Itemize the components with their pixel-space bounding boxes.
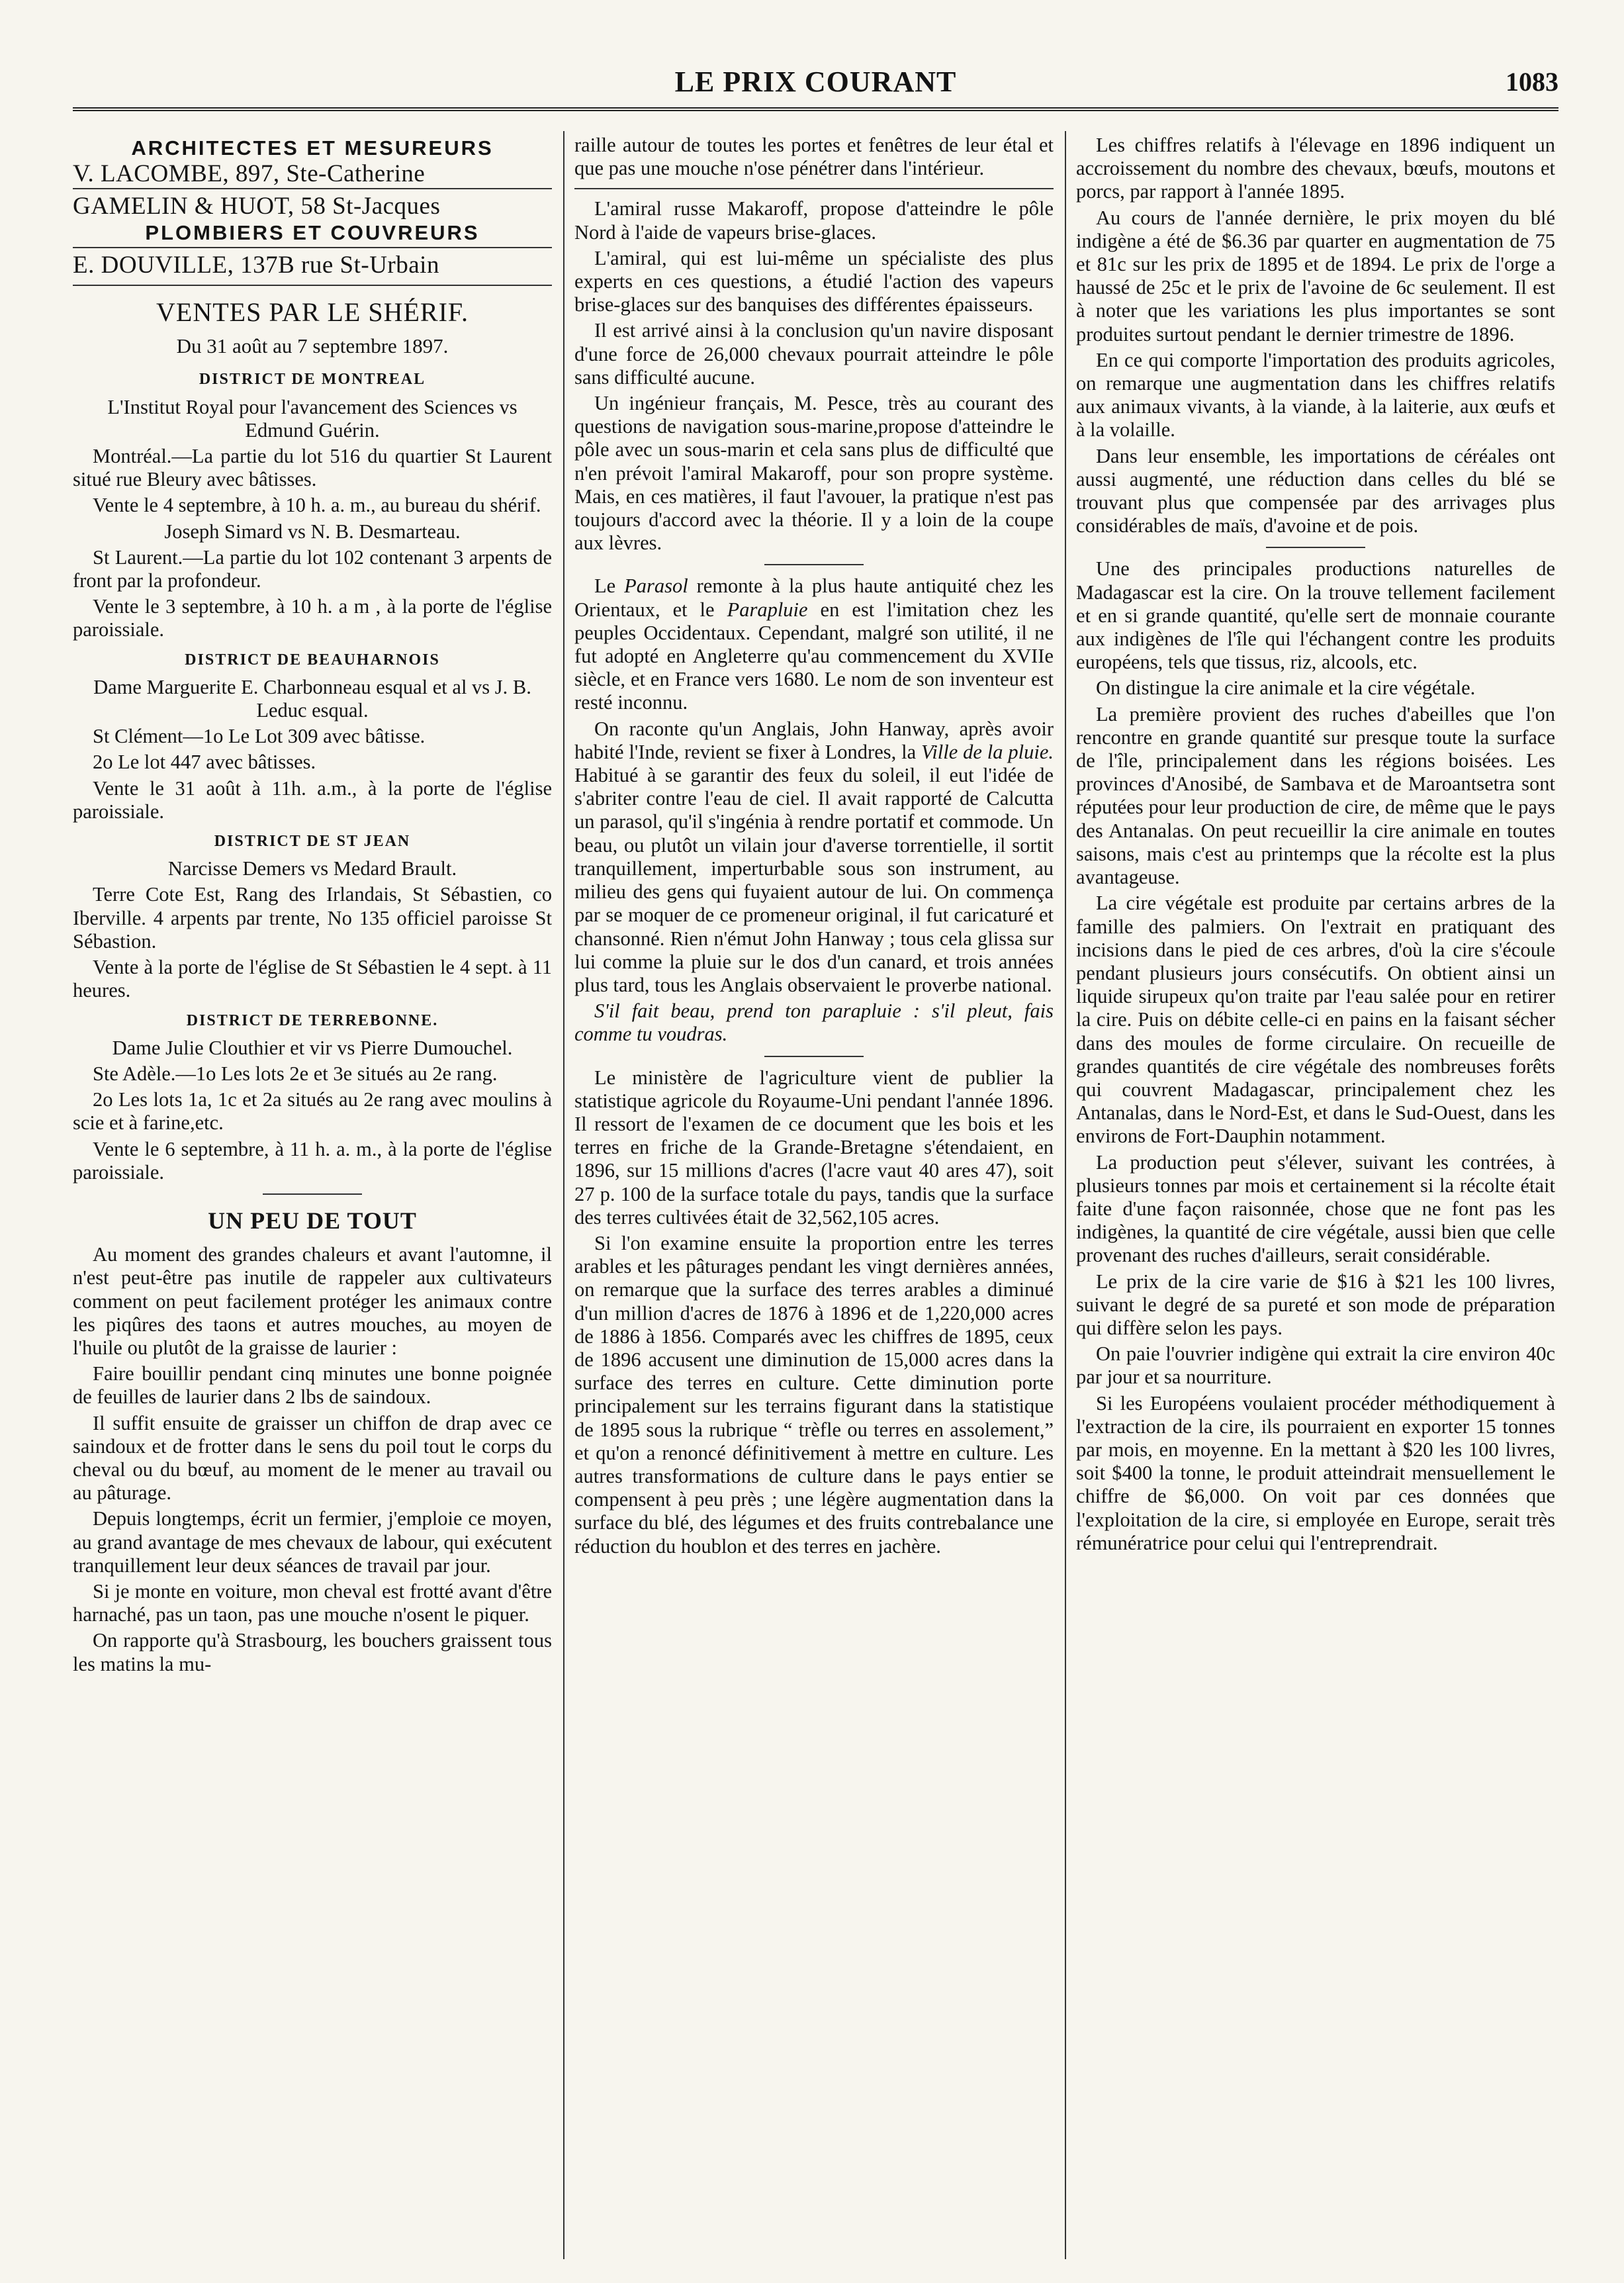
paragraph: raille autour de toutes les portes et fenêtres de leur étal et que pas une mouche n'ose pénétrer dans l'intérieur. xyxy=(574,134,1054,180)
divider xyxy=(764,564,864,565)
italic-run: Parapluie xyxy=(727,598,808,621)
district-heading: DISTRICT DE BEAUHARNOIS xyxy=(185,651,440,669)
paragraph: On distingue la cire animale et la cire végétale. xyxy=(1096,676,1476,700)
paragraph: L'amiral, qui est lui-même un spécialiste des plus experts en ces questions, a étudié l'action des vapeurs brise-glaces sur des banquises des différentes épaisseurs. xyxy=(574,246,1054,316)
firm-listing: V. LACOMBE, 897, Ste-Catherine xyxy=(73,160,426,188)
text-run: Habitué à se garantir des feux du soleil, il eut l'idée de s'abriter contre l'eau de ciel. Il avait rapporté de Calcutta un parasol, qu'il s'ingénia à rendre portatif et commode. Un beau, ou plutôt un vilain jour d'averse torrentielle, il sortit tranquillement, imperturbable sous son instrument, au milieu des gens qui fuyaient autour de lui. On commença par se moquer de ce promeneur original, il fut caricaturé et chansonné. Rien n'émut John Hanway ; tous cela glissa sur lui comme la pluie sur le dos d'un canard, et trois années plus tard, tous les Anglais observaient le proverbe national. xyxy=(574,764,1054,996)
paragraph: Un ingénieur français, M. Pesce, très au courant des questions de navigation sous-marine,propose d'atteindre le pôle avec un sous-marin et cela sans plus de difficulté que n'en prévoit l'amiral Makaroff, pour son propre système. Mais, en ces matières, il faut l'avouer, la pratique n'est pas toujours d'accord avec la théorie. Il y a loin de la coupe aux lèvres. xyxy=(574,392,1054,555)
ventes-date: Du 31 août au 7 septembre 1897. xyxy=(176,334,449,358)
paragraph xyxy=(574,718,1054,997)
italic-run: Ville de la pluie. xyxy=(921,740,1054,763)
paragraph: Le ministère de l'agriculture vient de publier la statistique agricole du Royaume-Uni pendant l'année 1896. Il ressort de l'examen de ce document que les bois et les terres en friche de la Grande-Bretagne s'étendaient, en 1896, sur 15 millions d'acres (l'acre vaut 40 ares 47), soit 27 p. 100 de la surface totale du pays, tandis que la surface des terres cultivées était de 32,562,105 acres. xyxy=(574,1066,1054,1229)
case-title: Narcisse Demers vs Medard Brault. xyxy=(167,857,457,880)
case-title: Dame Marguerite E. Charbonneau esqual et al vs J. B. Leduc esqual. xyxy=(93,675,531,722)
paragraph: Si les Européens voulaient procéder méthodiquement à l'extraction de la cire, ils pourraient en exporter 15 tonnes par mois, en moyenne. En la mettant à $20 les 100 livres, soit $400 la tonne, le produit atteindrait mensuellement le chiffre de $6,000. On voit par ces données que l'exploitation de la cire, si employée en Europe, serait très rémunératrice pour celui qui l'entreprendrait. xyxy=(1076,1391,1555,1554)
page-number: 1083 xyxy=(1506,67,1558,97)
proverb xyxy=(574,1000,1054,1046)
paragraph: La première provient des ruches d'abeilles que l'on rencontre en grande quantité sur presque toute la surface de l'île, principalement dans les régions boisées. Les provinces d'Anosibé, de Sambava et de Maroantsetra sont réputées pour leur production de cire, de même que le pays des Antanalas. On peut recueillir la cire animale en toutes saisons, mais c'est au printemps que la récolte est la plus avantageuse. xyxy=(1076,702,1555,889)
column-1 xyxy=(73,134,552,2259)
case-title: Dame Julie Clouthier et vir vs Pierre Dumouchel. xyxy=(112,1036,513,1059)
paragraph: 2o Les lots 1a, 1c et 2a situés au 2e rang avec moulins à scie et à farine,etc. xyxy=(73,1088,552,1135)
column-3 xyxy=(1076,134,1555,2259)
firm-listing: E. DOUVILLE, 137B rue St-Urbain xyxy=(73,251,439,279)
ventes-title: VENTES PAR LE SHÉRIF. xyxy=(156,297,469,328)
paragraph: Les chiffres relatifs à l'élevage en 1896 indiquent un accroissement du nombre des chevaux, bœufs, moutons et porcs, par rapport à l'année 1895. xyxy=(1076,134,1555,203)
case-title: L'Institut Royal pour l'avancement des Sciences vs Edmund Guérin. xyxy=(107,395,518,442)
divider xyxy=(1266,547,1365,548)
paragraph: On paie l'ouvrier indigène qui extrait la cire environ 40c par jour et sa nourriture. xyxy=(1076,1342,1555,1389)
paragraph: Faire bouillir pendant cinq minutes une bonne poignée de feuilles de laurier dans 2 lbs de saindoux. xyxy=(73,1362,552,1409)
newspaper-page xyxy=(73,60,1558,2264)
paragraph: Vente le 3 septembre, à 10 h. a m , à la porte de l'église paroissiale. xyxy=(73,595,552,641)
paragraph: Dans leur ensemble, les importations de céréales ont aussi augmenté, une réduction dans celles du blé se trouvant plus que compensée par des arrivages plus considérables de maïs, d'avoine et de pois. xyxy=(1076,444,1555,537)
paragraph: 2o Le lot 447 avec bâtisses. xyxy=(93,751,316,774)
paragraph: St Clément—1o Le Lot 309 avec bâtisse. xyxy=(93,725,426,748)
paragraph: Vente à la porte de l'église de St Sébastien le 4 sept. à 11 heures. xyxy=(73,956,552,1002)
divider xyxy=(764,1056,864,1057)
paragraph: On rapporte qu'à Strasbourg, les bouchers graissent tous les matins la mu- xyxy=(73,1629,552,1675)
paragraph: Vente le 6 septembre, à 11 h. a. m., à la porte de l'église paroissiale. xyxy=(73,1137,552,1184)
italic-run: Parasol xyxy=(624,575,688,598)
paragraph: Ste Adèle.—1o Les lots 2e et 3e situés au 2e rang. xyxy=(93,1062,498,1085)
page-title: LE PRIX COURANT xyxy=(674,66,957,98)
paragraph: Terre Cote Est, Rang des Irlandais, St Sébastien, co Iberville. 4 arpents par trente, No 135 officiel paroisse St Sébastion. xyxy=(73,883,552,953)
text-run: On raconte qu'un Anglais, John Hanway, après avoir habité l'Inde, revient se fixer à Londres, la xyxy=(574,717,1054,763)
paragraph: Une des principales productions naturelles de Madagascar est la cire. On la trouve tellement facilement et en si grande quantité, qu'elle sert de monnaie courante aux indigènes de l'île qui l'échangent contre les produits européens, tels que tissus, riz, alcools, etc. xyxy=(1076,557,1555,674)
section-rule xyxy=(574,188,1054,189)
paragraph: Si je monte en voiture, mon cheval est frotté avant d'être harnaché, pas un taon, pas une mouche n'osent le piquer. xyxy=(73,1579,552,1626)
page-header xyxy=(73,60,1558,106)
district-heading: DISTRICT DE MONTREAL xyxy=(199,371,426,389)
paragraph: La production peut s'élever, suivant les contrées, à plusieurs tonnes par mois et certainement si la récolte était faite d'une façon raisonnée, chose que ne font pas les indigènes, la quantité de cire végétale, aussi bien que celle provenant des ruches d'ailleurs, serait considérable. xyxy=(1076,1150,1555,1267)
column-divider xyxy=(1065,131,1066,2259)
paragraph: Au cours de l'année dernière, le prix moyen du blé indigène a été de $6.36 par quarter en augmentation de 75 et 81c sur les prix de 1895 et de 1894. Le prix de l'orge a haussé de 25c et le prix de l'avoine de 6c seulement. Il est à noter que les variations les plus importantes se sont produites surtout pendant le dernier trimestre de 1896. xyxy=(1076,206,1555,346)
divider xyxy=(263,1193,362,1195)
paragraph: Montréal.—La partie du lot 516 du quartier St Laurent situé rue Bleury avec bâtisses. xyxy=(73,445,552,491)
district-heading: DISTRICT DE TERREBONNE. xyxy=(186,1011,439,1029)
paragraph: Il est arrivé ainsi à la conclusion qu'un navire disposant d'une force de 26,000 chevaux pourrait atteindre le pôle sans difficulté aucune. xyxy=(574,319,1054,389)
paragraph: En ce qui comporte l'importation des produits agricoles, on remarque une augmentation dans les chiffres relatifs aux animaux vivants, à la viande, à la laiterie, aux œufs et à la volaille. xyxy=(1076,348,1555,442)
case-title: Joseph Simard vs N. B. Desmarteau. xyxy=(164,520,461,543)
text-run: Le xyxy=(594,575,625,598)
unpeu-title: UN PEU DE TOUT xyxy=(208,1207,417,1234)
paragraph: La cire végétale est produite par certains arbres de la famille des palmiers. On l'extrait en pratiquant des incisions dans le pied de ces arbres, d'où la cire s'écoule pendant plusieurs jours consécutifs. On obtient ainsi un liquide sirupeux qu'on traite par l'eau salée pour en retirer la cire. Puis on débite celle-ci en pains en la faisant sécher dans des moules de forme circulaire. On recueille de grandes quantités de cire végétale des nombreuses forêts qui couvrent Madagascar, principalement chez les Antanalas, dans le Nord-Est, et dans le Sud-Ouest, dans les environs de Fort-Dauphin notamment. xyxy=(1076,892,1555,1148)
district-heading: DISTRICT DE ST JEAN xyxy=(214,833,411,851)
divider xyxy=(73,247,552,248)
paragraph: Il suffit ensuite de graisser un chiffon de drap avec ce saindoux et de frotter dans le sens du poil tout le corps du cheval ou du bœuf, au moment de le mener au travail ou au pâturage. xyxy=(73,1411,552,1505)
paragraph: Si l'on examine ensuite la proportion entre les terres arables et les pâturages pendant les vingt dernières années, on remarque que la surface des terres arables a diminué d'un million d'acres de 1876 à 1896 et de 1,220,000 acres de 1886 à 1856. Comparés avec les chiffres de 1895, ceux de 1896 accusent une diminution de 15,000 acres dans la surface des terres en culture. Cette diminution porte principalement sur les terrains figurant dans la statistique de 1895 sous la rubrique “ trèfle ou terres en assolement,” et qu'on a renoncé définitivement à mettre en culture. Les autres transformations de culture dans le pays entier se compensent à peu près ; une légère augmentation dans la surface du blé, des légumes et des fruits contrebalance une réduction du houblon et des terres en jachère. xyxy=(574,1231,1054,1558)
architectes-heading: ARCHITECTES ET MESUREURS xyxy=(131,136,494,160)
firm-listing: GAMELIN & HUOT, 58 St-Jacques xyxy=(73,193,441,220)
paragraph: Depuis longtemps, écrit un fermier, j'emploie ce moyen, au grand avantage de mes chevaux de labour, qui exécutent tranquillement leur deux séances de travail par jour. xyxy=(73,1507,552,1577)
italic-run: S'il fait beau, prend ton parapluie : s'il pleut, fais comme tu voudras. xyxy=(574,1000,1054,1046)
paragraph: Vente le 31 août à 11h. a.m., à la porte de l'église paroissiale. xyxy=(73,776,552,823)
paragraph: St Laurent.—La partie du lot 102 contenant 3 arpents de front par la profondeur. xyxy=(73,545,552,592)
section-rule xyxy=(73,285,552,286)
header-rule xyxy=(73,107,1558,111)
paragraph: Le prix de la cire varie de $16 à $21 les 100 livres, suivant le degré de sa pureté et son mode de préparation qui diffère selon les pays. xyxy=(1076,1270,1555,1339)
paragraph xyxy=(574,575,1054,714)
text-run: remonte à la plus haute antiquité chez les Orientaux, et le xyxy=(574,575,1054,621)
text-run: en est l'imitation chez les peuples Occidentaux. Cependant, malgré son utilité, il ne fut adopté en Angleterre qu'au commencement du XVIIe siècle, et en France vers 1680. Le nom de son inventeur est resté inconnu. xyxy=(574,598,1054,714)
column-2 xyxy=(574,134,1054,2259)
paragraph: Vente le 4 septembre, à 10 h. a. m., au bureau du shérif. xyxy=(93,494,541,517)
column-divider xyxy=(563,131,564,2259)
paragraph: L'amiral russe Makaroff, propose d'atteindre le pôle Nord à l'aide de vapeurs brise-glaces. xyxy=(574,197,1054,244)
plombiers-heading: PLOMBIERS ET COUVREURS xyxy=(145,220,480,244)
paragraph: Au moment des grandes chaleurs et avant l'automne, il n'est peut-être pas inutile de rappeler aux cultivateurs comment on peut facilement protéger les animaux contre les piqûres des taons et autres mouches, au moyen de l'huile ou plutôt de la graisse de laurier : xyxy=(73,1243,552,1359)
divider xyxy=(73,188,552,189)
